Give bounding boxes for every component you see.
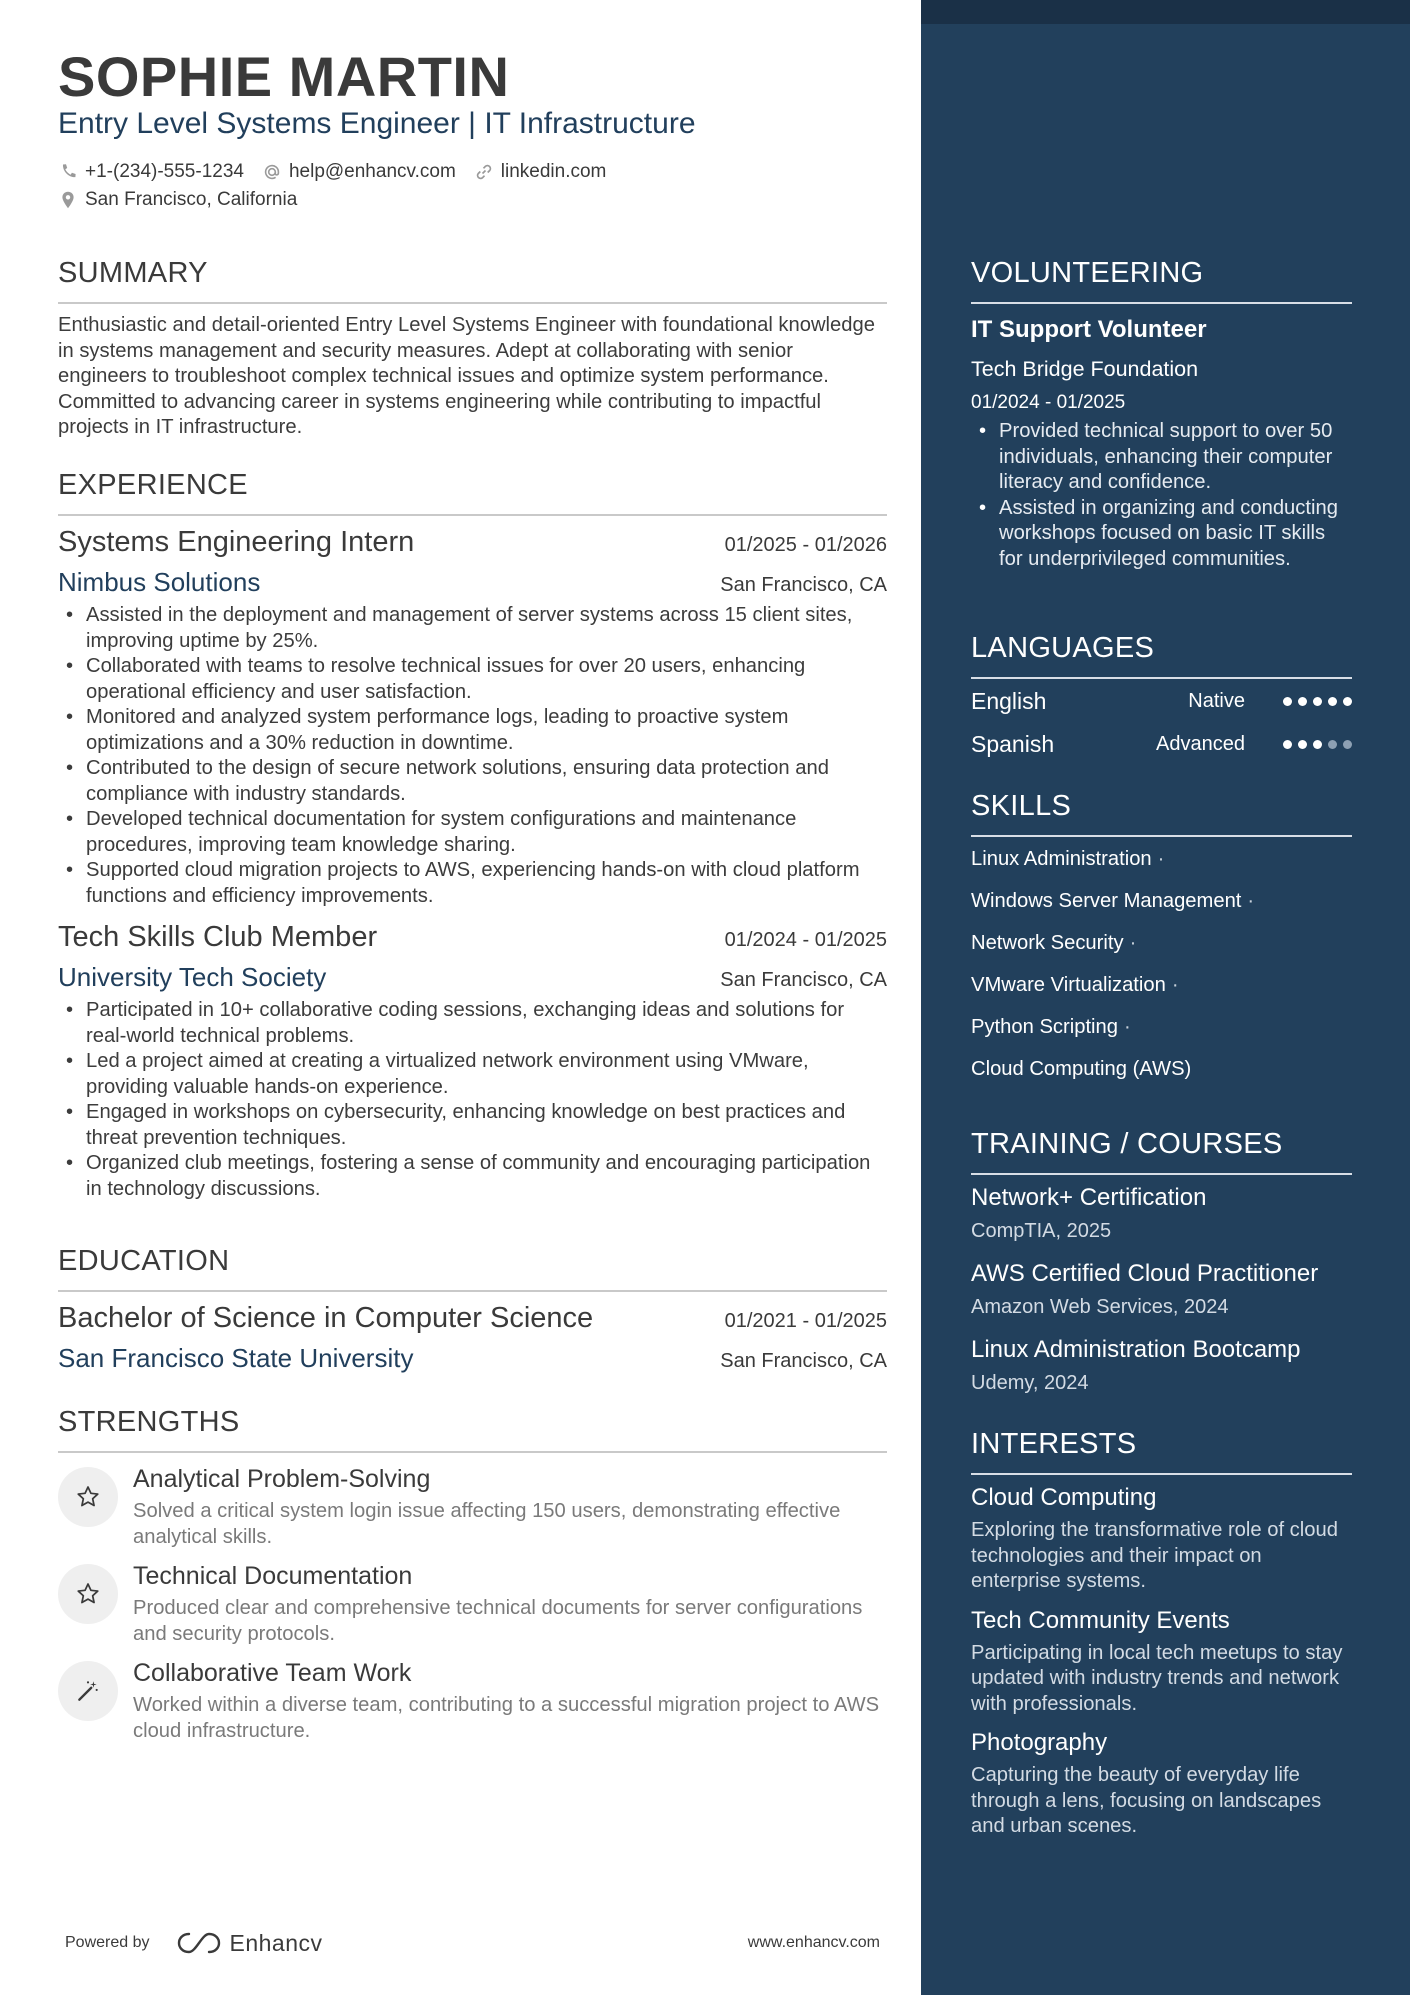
volunteer-role: IT Support Volunteer bbox=[971, 316, 1207, 343]
link-icon bbox=[474, 162, 494, 182]
education-section bbox=[58, 1243, 887, 1374]
skill-item bbox=[971, 1006, 1352, 1048]
skill-separator: · bbox=[1124, 1016, 1131, 1038]
skill-separator: · bbox=[1171, 974, 1179, 996]
strengths-heading: STRENGTHS bbox=[58, 1404, 887, 1453]
skill-item bbox=[971, 1048, 1352, 1090]
rating-dot-filled bbox=[1328, 697, 1337, 706]
skill-label: Linux Administration bbox=[971, 848, 1152, 870]
job-bullet: • Monitored and analyzed system performance logs, leading to proactive system optimizations and a 30% reduction in downtime. bbox=[58, 705, 887, 756]
volunteering-heading: VOLUNTEERING bbox=[971, 255, 1352, 304]
course-title: Linux Administration Bootcamp bbox=[971, 1336, 1301, 1363]
interest-title: Cloud Computing bbox=[971, 1484, 1157, 1511]
location-pin-icon bbox=[58, 190, 78, 210]
location-text: San Francisco, California bbox=[85, 189, 298, 210]
job-location: San Francisco, CA bbox=[720, 969, 887, 991]
job-dates: 01/2024 - 01/2025 bbox=[724, 929, 887, 951]
experience-entry bbox=[58, 524, 887, 909]
volunteer-bullet: • Provided technical support to over 50 individuals, enhancing their computer literacy and confidence. bbox=[971, 419, 1352, 496]
job-bullet: • Contributed to the design of secure network solutions, ensuring data protection and compliance with industry standards. bbox=[58, 756, 887, 807]
summary-heading: SUMMARY bbox=[58, 255, 887, 304]
volunteering-section bbox=[971, 255, 1352, 572]
skill-label: Python Scripting bbox=[971, 1016, 1119, 1038]
volunteer-bullets bbox=[971, 419, 1352, 572]
course-provider: Amazon Web Services, 2024 bbox=[971, 1296, 1229, 1318]
course-title: Network+ Certification bbox=[971, 1184, 1207, 1211]
interest-item bbox=[971, 1605, 1352, 1718]
training-heading: TRAINING / COURSES bbox=[971, 1126, 1352, 1175]
summary-section bbox=[58, 255, 887, 441]
course-provider: CompTIA, 2025 bbox=[971, 1220, 1112, 1242]
language-name: Spanish bbox=[971, 731, 1055, 757]
phone-icon bbox=[58, 162, 78, 182]
education-header bbox=[58, 1300, 887, 1336]
email-text: help@enhancv.com bbox=[288, 161, 456, 182]
strength-icon-badge bbox=[58, 1564, 118, 1624]
language-rating bbox=[1277, 697, 1352, 706]
skill-separator: · bbox=[1247, 890, 1255, 912]
candidate-name: SOPHIE MARTIN bbox=[58, 45, 510, 108]
contact-row-2 bbox=[58, 186, 624, 214]
course-provider: Udemy, 2024 bbox=[971, 1372, 1089, 1394]
rating-dot-filled bbox=[1298, 740, 1307, 749]
degree-title: Bachelor of Science in Computer Science bbox=[58, 1302, 594, 1334]
star-icon bbox=[75, 1581, 101, 1607]
job-location: San Francisco, CA bbox=[720, 574, 887, 596]
volunteer-organization: Tech Bridge Foundation bbox=[971, 357, 1199, 381]
experience-section bbox=[58, 467, 887, 1202]
experience-heading: EXPERIENCE bbox=[58, 467, 887, 516]
language-rating bbox=[1277, 740, 1352, 749]
job-bullet: • Assisted in the deployment and management of server systems across 15 client sites, improving uptime by 25%. bbox=[58, 603, 887, 654]
job-bullet: • Supported cloud migration projects to AWS, experiencing hands-on with cloud platform functions and efficiency improvements. bbox=[58, 858, 887, 909]
rating-dot-filled bbox=[1313, 697, 1322, 706]
interest-description: Exploring the transformative role of cloud technologies and their impact on enterprise systems. bbox=[971, 1519, 1338, 1592]
linkedin-text: linkedin.com bbox=[500, 161, 607, 182]
powered-by-label: Powered by bbox=[65, 1934, 150, 1951]
powered-by bbox=[65, 1930, 323, 1957]
course-item bbox=[971, 1334, 1352, 1396]
job-bullet: • Organized club meetings, fostering a sense of community and encouraging participation in technology discussions. bbox=[58, 1151, 887, 1202]
rating-dot-filled bbox=[1283, 697, 1292, 706]
interests-section bbox=[971, 1426, 1352, 1840]
volunteer-bullet: • Assisted in organizing and conducting workshops focused on basic IT skills for underprivileged communities. bbox=[971, 496, 1352, 573]
rating-dot-filled bbox=[1298, 697, 1307, 706]
phone-text: +1-(234)-555-1234 bbox=[85, 161, 244, 182]
enhancv-logo[interactable] bbox=[176, 1930, 323, 1957]
education-location: San Francisco, CA bbox=[720, 1350, 887, 1372]
interest-description: Participating in local tech meetups to stay updated with industry trends and network with professionals. bbox=[971, 1641, 1343, 1715]
strength-body bbox=[133, 1560, 887, 1647]
languages-section bbox=[971, 630, 1352, 766]
skill-label: VMware Virtualization bbox=[971, 974, 1166, 996]
education-subheader bbox=[58, 1342, 887, 1374]
skills-section bbox=[971, 788, 1352, 1090]
education-dates: 01/2021 - 01/2025 bbox=[724, 1310, 887, 1332]
language-proficiency bbox=[1156, 733, 1352, 756]
sidebar-top-bar bbox=[921, 0, 1410, 24]
company-name: Nimbus Solutions bbox=[58, 567, 261, 597]
strength-description: Produced clear and comprehensive technical documents for server configurations and security protocols. bbox=[133, 1597, 863, 1645]
job-bullets bbox=[58, 998, 887, 1202]
volunteer-dates: 01/2024 - 01/2025 bbox=[971, 392, 1126, 413]
languages-list bbox=[971, 680, 1352, 766]
skill-item bbox=[971, 922, 1352, 964]
strength-description: Solved a critical system login issue affecting 150 users, demonstrating effective analytical skills. bbox=[133, 1500, 841, 1548]
languages-heading: LANGUAGES bbox=[971, 630, 1352, 679]
job-header bbox=[58, 524, 887, 560]
training-section bbox=[971, 1126, 1352, 1396]
job-bullet: • Collaborated with teams to resolve technical issues for over 20 users, enhancing operational efficiency and user satisfaction. bbox=[58, 654, 887, 705]
strength-item bbox=[58, 1463, 887, 1550]
course-item bbox=[971, 1182, 1352, 1244]
interests-heading: INTERESTS bbox=[971, 1426, 1352, 1475]
interest-item bbox=[971, 1727, 1352, 1840]
interest-description: Capturing the beauty of everyday life through a lens, focusing on landscapes and urban scenes. bbox=[971, 1764, 1322, 1837]
strength-title: Collaborative Team Work bbox=[133, 1659, 412, 1687]
strength-description: Worked within a diverse team, contributing to a successful migration project to AWS cloud infrastructure. bbox=[133, 1694, 880, 1742]
skill-item bbox=[971, 964, 1352, 1006]
job-header bbox=[58, 919, 887, 955]
location-contact bbox=[58, 189, 297, 211]
interest-title: Photography bbox=[971, 1729, 1108, 1756]
interest-item bbox=[971, 1482, 1352, 1595]
skills-heading: SKILLS bbox=[971, 788, 1352, 837]
skill-separator: · bbox=[1129, 932, 1137, 954]
strength-body bbox=[133, 1657, 887, 1744]
education-heading: EDUCATION bbox=[58, 1243, 887, 1292]
phone-contact[interactable] bbox=[58, 161, 244, 183]
strength-item bbox=[58, 1657, 887, 1744]
job-title: Tech Skills Club Member bbox=[58, 921, 378, 953]
job-bullet: • Participated in 10+ collaborative coding sessions, exchanging ideas and solutions for real-world technical problems. bbox=[58, 998, 887, 1049]
school-name: San Francisco State University bbox=[58, 1343, 414, 1373]
strength-title: Technical Documentation bbox=[133, 1562, 413, 1590]
job-subheader bbox=[58, 961, 887, 993]
course-item bbox=[971, 1258, 1352, 1320]
language-proficiency bbox=[1188, 690, 1352, 713]
interest-title: Tech Community Events bbox=[971, 1606, 1230, 1634]
skill-label: Windows Server Management bbox=[971, 890, 1242, 912]
job-subheader bbox=[58, 566, 887, 598]
language-name: English bbox=[971, 688, 1047, 714]
linkedin-contact[interactable] bbox=[474, 161, 607, 183]
language-item bbox=[971, 680, 1352, 723]
sidebar bbox=[921, 0, 1410, 1995]
language-item bbox=[971, 723, 1352, 766]
skill-label: Cloud Computing (AWS) bbox=[971, 1058, 1192, 1080]
enhancv-brand-text: Enhancv bbox=[229, 1929, 323, 1956]
skill-separator: · bbox=[1157, 848, 1165, 870]
footer bbox=[65, 1926, 880, 1960]
star-icon bbox=[75, 1484, 101, 1510]
email-contact[interactable] bbox=[262, 161, 456, 183]
skills-list bbox=[971, 838, 1352, 1090]
strength-icon-badge bbox=[58, 1467, 118, 1527]
language-level: Native bbox=[1188, 690, 1245, 712]
job-bullets bbox=[58, 603, 887, 909]
job-dates: 01/2025 - 01/2026 bbox=[724, 534, 887, 556]
job-bullet: • Engaged in workshops on cybersecurity, enhancing knowledge on best practices and threat prevention techniques. bbox=[58, 1100, 887, 1151]
job-bullet: • Developed technical documentation for system configurations and maintenance procedures, improving team knowledge sharing. bbox=[58, 807, 887, 858]
strengths-section bbox=[58, 1404, 887, 1744]
strength-body bbox=[133, 1463, 887, 1550]
rating-dot-empty bbox=[1343, 740, 1352, 749]
company-name: University Tech Society bbox=[58, 962, 327, 992]
rating-dot-filled bbox=[1343, 697, 1352, 706]
magic-wand-icon bbox=[75, 1678, 101, 1704]
rating-dot-empty bbox=[1328, 740, 1337, 749]
contact-info bbox=[58, 158, 624, 214]
skill-item bbox=[971, 838, 1352, 880]
job-title: Systems Engineering Intern bbox=[58, 526, 415, 558]
skill-item bbox=[971, 880, 1352, 922]
rating-dot-filled bbox=[1313, 740, 1322, 749]
job-bullet: • Led a project aimed at creating a virtualized network environment using VMware, providing valuable hands-on experience. bbox=[58, 1049, 887, 1100]
skill-label: Network Security bbox=[971, 932, 1124, 954]
experience-entry bbox=[58, 919, 887, 1202]
footer-website[interactable]: www.enhancv.com bbox=[747, 1934, 880, 1951]
rating-dot-filled bbox=[1283, 740, 1292, 749]
at-sign-icon bbox=[262, 162, 282, 182]
candidate-headline: Entry Level Systems Engineer | IT Infrastructure bbox=[58, 107, 696, 140]
strength-icon-badge bbox=[58, 1661, 118, 1721]
enhancv-logo-icon bbox=[176, 1930, 222, 1956]
contact-row-1 bbox=[58, 158, 624, 186]
strength-title: Analytical Problem-Solving bbox=[133, 1465, 431, 1493]
education-entry bbox=[58, 1300, 887, 1374]
summary-text: Enthusiastic and detail-oriented Entry Level Systems Engineer with foundational knowledge in systems management and security measures. Adept at collaborating with senior engineers to troubleshoot complex technical issues and optimize system performance. Committed to advancing career in systems engineering while contributing to impactful projects in IT infrastructure. bbox=[58, 314, 875, 439]
course-title: AWS Certified Cloud Practitioner bbox=[971, 1260, 1319, 1287]
strength-item bbox=[58, 1560, 887, 1647]
language-level: Advanced bbox=[1156, 733, 1245, 755]
